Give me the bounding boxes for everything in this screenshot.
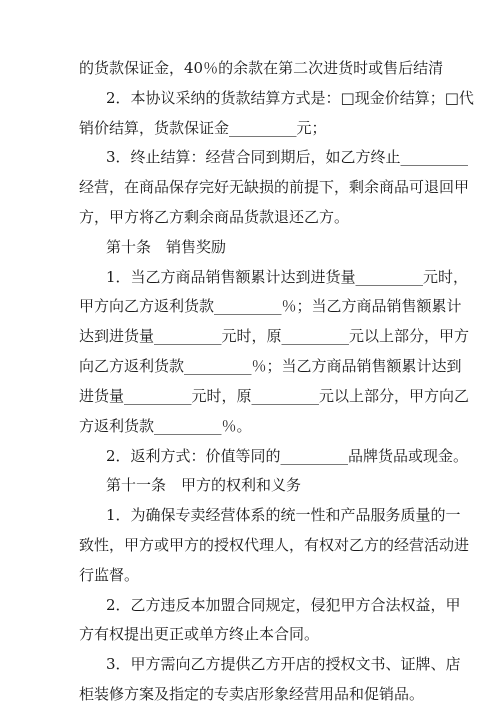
text-line: 进货量_________元时，原_________元以上部分，甲方向乙 (79, 387, 470, 405)
text-line: 行监督。 (79, 566, 140, 584)
section-heading: 第十条 销售奖励 (106, 238, 227, 256)
text-line: 2．乙方违反本加盟合同规定，侵犯甲方合法权益，甲 (106, 596, 461, 614)
text-line: 1．为确保专卖经营体系的统一性和产品服务质量的一 (106, 506, 461, 524)
text-line: 经营，在商品保存完好无缺损的前提下，剩余商品可退回甲 (79, 178, 470, 196)
text-line: 达到进货量_________元时，原_________元以上部分，甲方 (79, 327, 470, 345)
text-line: 2．返利方式：价值等同的_________品牌货品或现金。 (106, 447, 469, 465)
section-heading: 第十一条 甲方的权利和义务 (106, 476, 302, 494)
text-line: 甲方向乙方返利货款_________％；当乙方商品销售额累计 (79, 297, 462, 315)
text-line: 方，甲方将乙方剩余商品货款退还乙方。 (79, 208, 350, 226)
text-line: 方返利货款_________％。 (79, 417, 252, 435)
text-line: 方有权提出更正或单方终止本合同。 (79, 625, 320, 643)
text-line: 1．当乙方商品销售额累计达到进货量_________元时， (106, 268, 469, 286)
text-line: 柜装修方案及指定的专卖店形象经营用品和促销品。 (79, 685, 425, 703)
text-line: 销价结算，货款保证金_________元； (79, 119, 327, 137)
text-line: 向乙方返利货款_________％；当乙方商品销售额累计达到 (79, 357, 462, 375)
text-line: 的货款保证金，40％的余款在第二次进货时或售后结清 (79, 59, 444, 77)
text-line: 2．本协议采纳的货款结算方式是：□现金价结算；□代 (106, 89, 474, 107)
text-line: 3．终止结算：经营合同到期后，如乙方终止_________ (106, 148, 469, 166)
text-line: 致性，甲方或甲方的授权代理人，有权对乙方的经营活动进 (79, 536, 470, 554)
text-line: 3．甲方需向乙方提供乙方开店的授权文书、证牌、店 (106, 655, 461, 673)
